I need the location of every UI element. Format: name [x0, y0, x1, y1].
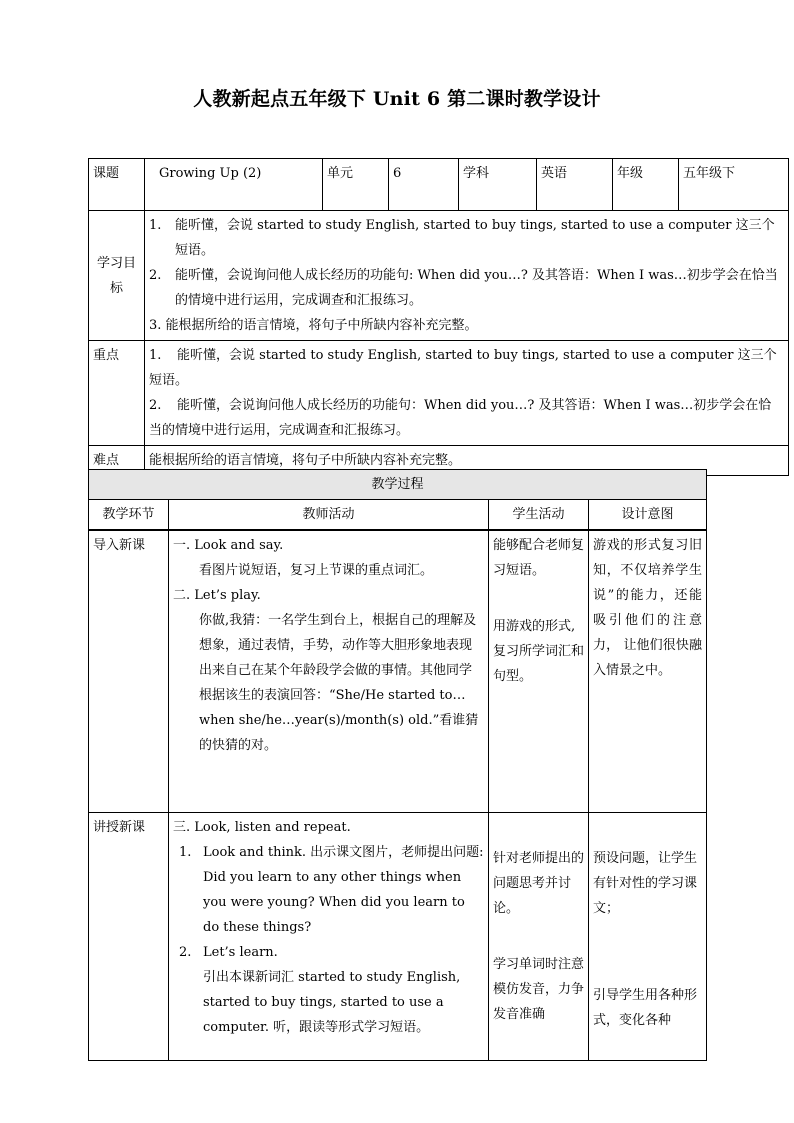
process-head-table	[88, 469, 707, 530]
new-step-3: 三. Look, listen and repeat.	[173, 820, 351, 835]
topic-value: Growing Up (2)	[145, 159, 323, 211]
grade-value: 五年级下	[679, 159, 789, 211]
stage-new-teacher	[169, 813, 489, 1061]
objectives-label: 学习目标	[89, 211, 145, 341]
intro-step-1: 一. Look and say.	[173, 538, 284, 553]
stage-intro-design: 游戏的形式复习旧知，不仅培养学生说”的能力，还能吸引他们的注意力， 让他们很快融入情景之中。	[589, 531, 707, 813]
new-step-3-1: 1. Look and think. 出示课文图片，老师提出问题: Did you learn to any other things when you were young? When did you learn to do these things?	[179, 845, 484, 935]
stage-new-student	[489, 813, 589, 1061]
lesson-plan-table	[88, 158, 789, 476]
new-step-3-2-desc: 引出本课新词汇 started to study English, started to buy tings, started to use a computer. 听，跟读等形式学习短语。	[203, 970, 461, 1035]
unit-value: 6	[389, 159, 459, 211]
page-title: 人教新起点五年级下 Unit 6 第二课时教学设计	[193, 88, 601, 110]
objective-item-1: 1. 能听懂，会说 started to study English, started to buy tings, started to use a computer 这三个短语。	[149, 218, 775, 258]
process-col-design: 设计意图	[589, 500, 707, 530]
topic-label: 课题	[89, 159, 145, 211]
process-table	[88, 530, 707, 1061]
process-col-teacher: 教师活动	[169, 500, 489, 530]
grade-label: 年级	[613, 159, 679, 211]
process-section-title-bar: 教学过程	[89, 470, 707, 500]
stage-new-name: 讲授新课	[89, 813, 169, 1061]
objective-item-3: 3. 能根据所给的语言情境，将句子中所缺内容补充完整。	[149, 318, 478, 333]
subject-value: 英语	[537, 159, 613, 211]
new-student-2: 学习单词时注意模仿发音，力争发音准确	[493, 957, 585, 1022]
key-points-label: 重点	[89, 341, 145, 446]
stage-intro-row	[89, 531, 707, 813]
difficulty-text: 能根据所给的语言情境，将句子中所缺内容补充完整。	[145, 446, 789, 476]
key-point-item-1: 1. 能听懂，会说 started to study English, started to buy tings, started to use a computer 这三个短语。	[149, 348, 777, 388]
objectives-row	[89, 211, 789, 341]
process-col-stage: 教学环节	[89, 500, 169, 530]
stage-new-row	[89, 813, 707, 1061]
stage-new-design	[589, 813, 707, 1061]
key-point-item-2: 2. 能听懂，会说询问他人成长经历的功能句：When did you…? 及其答语：When I was…初步学会在恰当的情境中进行运用，完成调查和汇报练习。	[149, 398, 772, 438]
stage-intro-student	[489, 531, 589, 813]
new-step-3-2: 2. Let’s learn.	[179, 945, 278, 960]
stage-intro-name: 导入新课	[89, 531, 169, 813]
objectives-content	[145, 211, 789, 341]
intro-student-1: 能够配合老师复习短语。	[493, 538, 585, 578]
new-student-1: 针对老师提出的问题思考并讨论。	[493, 851, 585, 916]
new-design-2: 引导学生用各种形式，变化各种	[593, 988, 698, 1028]
difficulty-label: 难点	[89, 446, 145, 476]
unit-label: 单元	[323, 159, 389, 211]
intro-student-2: 用游戏的形式,复习所学词汇和句型。	[493, 619, 585, 684]
stage-intro-teacher	[169, 531, 489, 813]
key-points-content	[145, 341, 789, 446]
subject-label: 学科	[459, 159, 537, 211]
key-points-row	[89, 341, 789, 446]
intro-step-2-desc: 你做,我猜：一名学生到台上，根据自己的理解及想象，通过表情，手势，动作等大胆形象地表现出来自己在某个年龄段学会做的事情。其他同学根据该生的表演回答：“She/He started to…when she/he…year(s)/month(s) old.”看谁猜的快猜的对。	[199, 613, 479, 753]
info-row	[89, 159, 789, 211]
process-col-student: 学生活动	[489, 500, 589, 530]
intro-step-1-desc: 看图片说短语，复习上节课的重点词汇。	[199, 563, 434, 578]
objective-item-2: 2. 能听懂，会说询问他人成长经历的功能句: When did you…? 及其答语：When I was…初步学会在恰当的情境中进行运用，完成调查和汇报练习。	[149, 268, 778, 308]
intro-step-2: 二. Let’s play.	[173, 588, 261, 603]
new-design-1: 预设问题，让学生有针对性的学习课文；	[593, 851, 698, 916]
